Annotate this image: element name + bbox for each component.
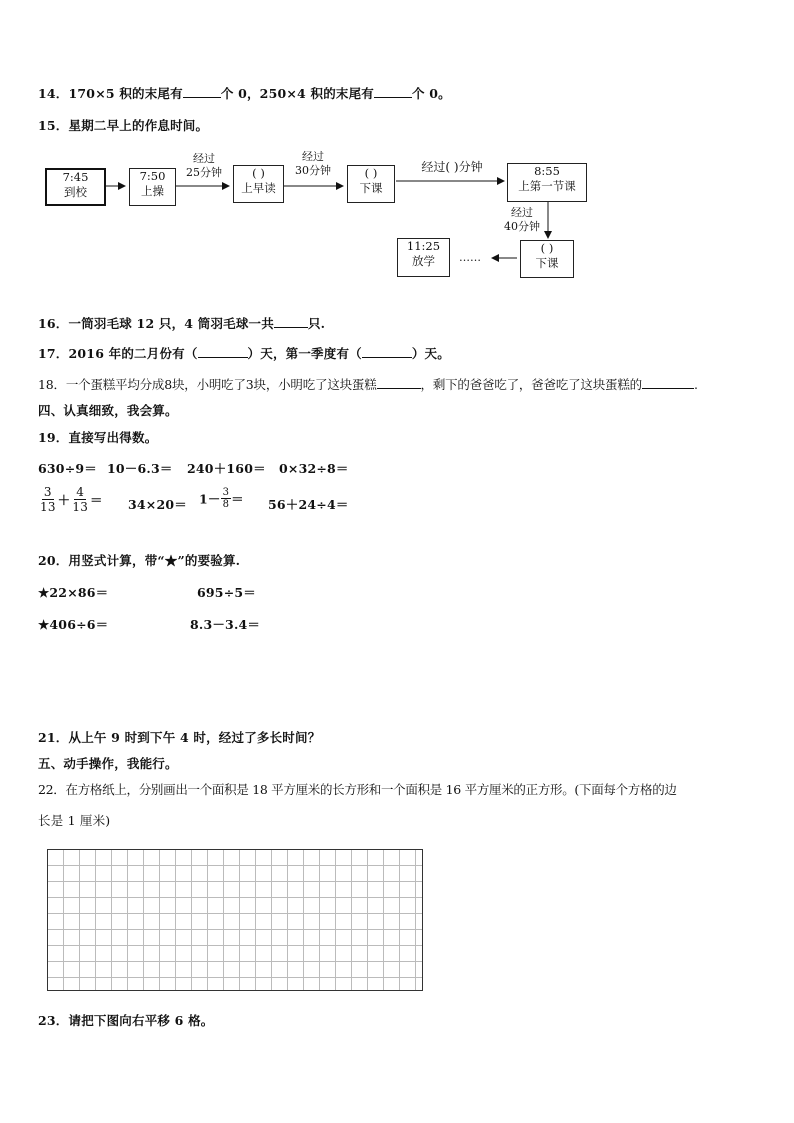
label-40min: 经过 40分钟 (504, 206, 540, 233)
q20-problem-22x86: ★22×86＝ (38, 585, 109, 600)
ellipsis: …… (459, 251, 481, 264)
q19-expr-630div9: 630÷9＝ (38, 461, 97, 476)
q19-expr-34x20: 34×20＝ (128, 497, 187, 512)
box-class-over-1[interactable]: ( ) 下课 (347, 165, 395, 203)
answer-blank[interactable] (377, 375, 421, 389)
box-exercise: 7:50 上操 (129, 168, 176, 206)
question-19: 19．直接写出得数。 (38, 430, 158, 445)
question-20: 20．用竖式计算，带“★”的要验算. (38, 553, 241, 568)
q19-expr-0x32div8: 0×32÷8＝ (279, 461, 349, 476)
question-23: 23．请把下图向右平移 6 格。 (38, 1013, 214, 1028)
box-dismissal: 11:25 放学 (397, 238, 450, 277)
answer-blank[interactable] (198, 344, 248, 358)
question-22-cont: 长是 1 厘米) (38, 813, 111, 828)
q20-problem-8.3minus3.4: 8.3－3.4＝ (190, 617, 261, 632)
section-4-heading: 四、认真细致，我会算。 (38, 403, 178, 418)
box-morning-read[interactable]: ( ) 上早读 (233, 165, 284, 203)
answer-blank[interactable] (274, 314, 308, 328)
question-18: 18．一个蛋糕平均分成8块，小明吃了3块，小明吃了这块蛋糕 ，剩下的爸爸吃了，爸爸吃了这块蛋糕的 . (38, 377, 698, 392)
question-14: 14．170×5 积的末尾有 个 0，250×4 积的末尾有 个 0。 (38, 86, 451, 101)
box-first-class: 8:55 上第一节课 (507, 163, 587, 202)
answer-blank[interactable] (362, 344, 412, 358)
section-5-heading: 五、动手操作，我能行。 (38, 756, 178, 771)
question-16: 16．一筒羽毛球 12 只，4 筒羽毛球一共 只. (38, 316, 326, 331)
question-21: 21．从上午 9 时到下午 4 时，经过了多长时间？ (38, 730, 321, 745)
label-25min: 经过 25分钟 (186, 152, 222, 179)
fraction-3-13: $\frac{3}{13}$ (40, 485, 56, 514)
answer-blank[interactable] (642, 375, 694, 389)
label-unknown-min: 经过( )分钟 (421, 160, 483, 174)
question-17: 17．2016 年的二月份有（ ）天，第一季度有（ ）天。 (38, 346, 450, 361)
q20-problem-406div6: ★406÷6＝ (38, 617, 109, 632)
q19-expr-240plus160: 240＋160＝ (187, 461, 266, 476)
question-15: 15．星期二早上的作息时间。 (38, 118, 209, 133)
box-class-over-2[interactable]: ( ) 下课 (520, 240, 574, 278)
q19-fraction-sum: $\frac{3}{13}$ ＋ $\frac{4}{13}$ ＝ (40, 485, 103, 514)
box-arrive: 7:45 到校 (45, 168, 106, 206)
q19-expr-1minus-fraction: 1－ $\frac{3}{8}$ ＝ (199, 487, 244, 510)
q20-problem-695div5: 695÷5＝ (197, 585, 256, 600)
square-grid-paper[interactable] (47, 849, 423, 991)
q19-expr-10minus6.3: 10－6.3＝ (107, 461, 173, 476)
label-30min: 经过 30分钟 (295, 150, 331, 177)
fraction-4-13: $\frac{4}{13}$ (72, 485, 89, 514)
question-22: 22．在方格纸上，分别画出一个面积是 18 平方厘米的长方形和一个面积是 16 平方厘米的正方形。(下面每个方格的边 (38, 782, 677, 797)
fraction-3-8: $\frac{3}{8}$ (222, 487, 230, 510)
q19-expr-56plus24div4: 56＋24÷4＝ (268, 497, 349, 512)
